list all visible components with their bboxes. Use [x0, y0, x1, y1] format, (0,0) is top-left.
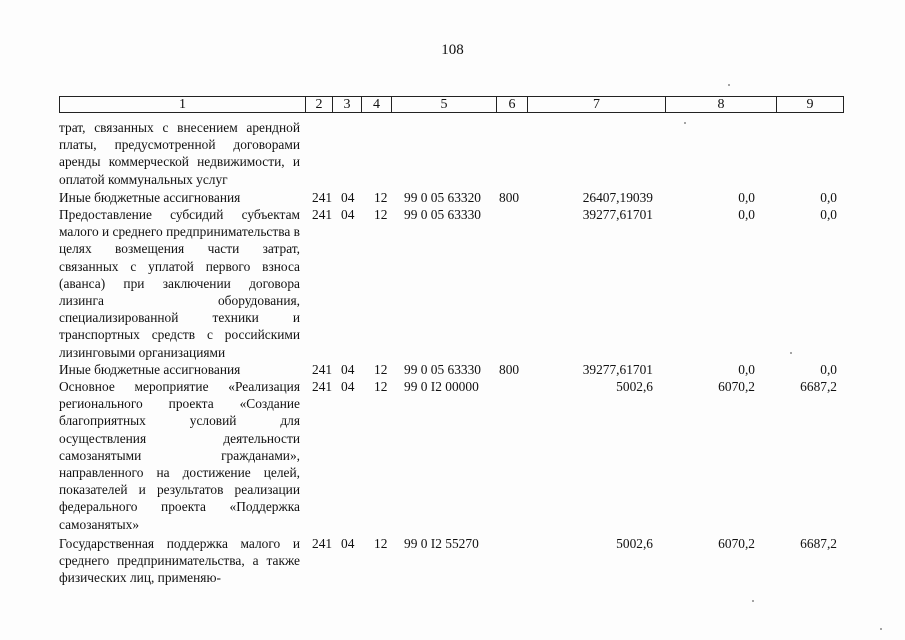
header-col-2: 2: [306, 97, 333, 112]
scan-speck: [790, 352, 792, 354]
table-body: [59, 119, 844, 586]
header-col-7: 7: [528, 97, 666, 112]
row-amount-9: 0,0: [820, 189, 837, 205]
row-amount-8: 0,0: [738, 361, 755, 377]
row-amount-7: 39277,61701: [582, 207, 653, 223]
table-row: [59, 119, 844, 188]
row-expense-type: 800: [499, 361, 520, 377]
header-col-1: 1: [60, 97, 306, 112]
header-col-8: 8: [666, 97, 777, 112]
row-target-article: 99 0 05 63320: [404, 189, 481, 205]
page-number: 108: [441, 42, 464, 58]
row-amount-7: 5002,6: [616, 379, 653, 395]
row-subsection: 12: [374, 189, 388, 205]
row-subsection: 12: [374, 535, 388, 551]
row-subsection: 12: [374, 361, 388, 377]
row-section: 04: [341, 379, 355, 395]
row-amount-8: 0,0: [738, 189, 755, 205]
row-amount-7: 39277,61701: [582, 361, 653, 377]
row-amount-8: 6070,2: [718, 379, 755, 395]
row-expense-type: 800: [499, 189, 520, 205]
table-row: [59, 189, 844, 206]
row-description: трат, связанных с внесением арендной платы, предусмотренной договорами аренды коммерческой недвижимости, и оплатой коммунальных услуг: [59, 120, 300, 187]
table-row: [59, 378, 844, 533]
scan-speck: [752, 600, 754, 602]
row-admin-code: 241: [312, 207, 333, 223]
row-target-article: 99 0 I2 00000: [404, 379, 479, 395]
row-amount-9: 6687,2: [800, 535, 837, 551]
header-col-4: 4: [362, 97, 392, 112]
row-target-article: 99 0 05 63330: [404, 361, 481, 377]
row-admin-code: 241: [312, 535, 333, 551]
table-row: [59, 535, 844, 587]
row-amount-8: 0,0: [738, 207, 755, 223]
header-col-3: 3: [333, 97, 362, 112]
table-row: [59, 361, 844, 378]
row-amount-9: 0,0: [820, 207, 837, 223]
header-col-9: 9: [806, 97, 814, 112]
row-amount-9: 0,0: [820, 361, 837, 377]
scan-speck: [728, 84, 730, 86]
scan-speck: [880, 628, 882, 630]
row-section: 04: [341, 361, 355, 377]
row-description: Государственная поддержка малого и среднего предпринимательства, а также физических лиц, применяю-: [59, 535, 300, 586]
scan-speck: [684, 122, 686, 124]
row-admin-code: 241: [312, 361, 333, 377]
row-section: 04: [341, 189, 355, 205]
row-section: 04: [341, 535, 355, 551]
row-description: Иные бюджетные ассигнования: [59, 189, 241, 205]
header-col-5: 5: [392, 97, 497, 112]
header-col-6: 6: [497, 97, 528, 112]
table-row: [59, 206, 844, 361]
row-section: 04: [341, 207, 355, 223]
row-description: Предоставление субсидий субъектам малого и среднего предпринимательства в целях возмещения части затрат, связанных с уплатой первого взноса (аванса) при заключении договора лизинга оборудования, специализированной техники и транспортных средств с российскими лизинговыми организациями: [59, 207, 300, 360]
row-amount-7: 5002,6: [616, 535, 653, 551]
row-subsection: 12: [374, 379, 388, 395]
row-amount-7: 26407,19039: [582, 189, 653, 205]
row-target-article: 99 0 I2 55270: [404, 535, 479, 551]
row-amount-9: 6687,2: [800, 379, 837, 395]
row-admin-code: 241: [312, 189, 333, 205]
row-amount-8: 6070,2: [718, 535, 755, 551]
row-subsection: 12: [374, 207, 388, 223]
table-header: [59, 96, 844, 113]
row-target-article: 99 0 05 63330: [404, 207, 481, 223]
row-admin-code: 241: [312, 379, 333, 395]
row-description: Основное мероприятие «Реализация регионального проекта «Создание благоприятных условий для осуществления деятельности самозанятыми гражданами», направленного на достижение целей, показателей и результатов реализации федерального проекта «Поддержка самозанятых»: [59, 379, 300, 532]
row-description: Иные бюджетные ассигнования: [59, 361, 241, 377]
